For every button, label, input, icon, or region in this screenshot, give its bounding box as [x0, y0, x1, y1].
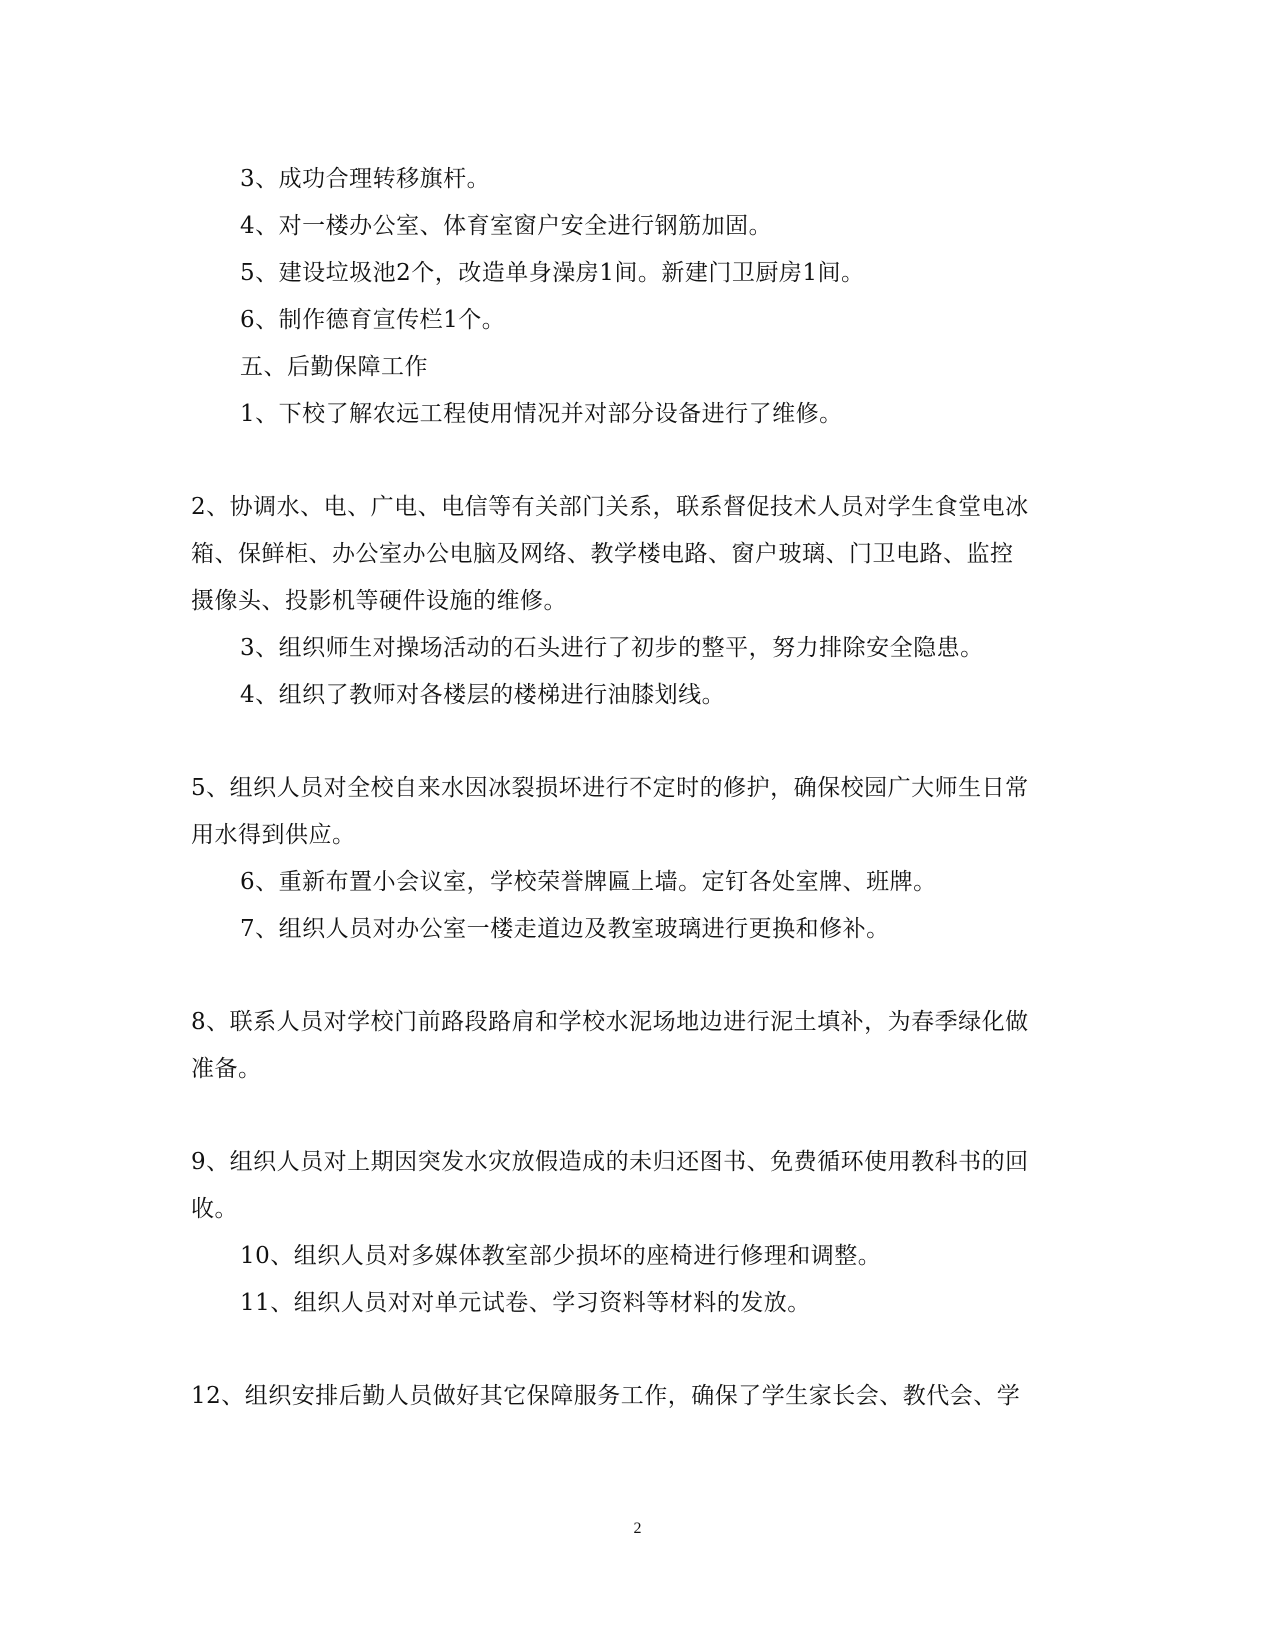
- paragraph-line: 10、组织人员对多媒体教室部少损坏的座椅进行修理和调整。: [240, 1243, 882, 1269]
- paragraph-line: 9、组织人员对上期因突发水灾放假造成的未归还图书、免费循环使用教科书的回: [191, 1149, 1029, 1175]
- paragraph-line: 准备。: [191, 1056, 262, 1082]
- paragraph-line: 1、下校了解农远工程使用情况并对部分设备进行了维修。: [240, 401, 843, 427]
- paragraph-line: 8、联系人员对学校门前路段路肩和学校水泥场地边进行泥土填补，为春季绿化做: [191, 1009, 1029, 1035]
- paragraph-line: 5、建设垃圾池2个，改造单身澡房1间。新建门卫厨房1间。: [240, 260, 865, 286]
- paragraph-line: 12、组织安排后勤人员做好其它保障服务工作，确保了学生家长会、教代会、学: [191, 1383, 1021, 1409]
- paragraph-line: 2、协调水、电、广电、电信等有关部门关系，联系督促技术人员对学生食堂电冰: [191, 494, 1029, 520]
- paragraph-line: 收。: [191, 1196, 238, 1222]
- paragraph-line: 7、组织人员对办公室一楼走道边及教室玻璃进行更换和修补。: [240, 916, 890, 942]
- section-heading: 五、后勤保障工作: [240, 354, 428, 380]
- paragraph-line: 5、组织人员对全校自来水因冰裂损坏进行不定时的修护，确保校园广大师生日常: [191, 775, 1029, 801]
- paragraph-line: 6、重新布置小会议室，学校荣誉牌匾上墙。定钉各处室牌、班牌。: [240, 869, 937, 895]
- paragraph-line: 11、组织人员对对单元试卷、学习资料等材料的发放。: [240, 1290, 811, 1316]
- paragraph-line: 4、对一楼办公室、体育室窗户安全进行钢筋加固。: [240, 213, 773, 239]
- paragraph-line: 3、成功合理转移旗杆。: [240, 166, 491, 192]
- paragraph-line: 摄像头、投影机等硬件设施的维修。: [191, 588, 567, 614]
- paragraph-line: 3、组织师生对操场活动的石头进行了初步的整平，努力排除安全隐患。: [240, 635, 984, 661]
- paragraph-line: 用水得到供应。: [191, 822, 356, 848]
- page-number: 2: [633, 1520, 642, 1537]
- paragraph-line: 箱、保鲜柜、办公室办公电脑及网络、教学楼电路、窗户玻璃、门卫电路、监控: [191, 541, 1014, 567]
- paragraph-line: 4、组织了教师对各楼层的楼梯进行油膝划线。: [240, 682, 726, 708]
- paragraph-line: 6、制作德育宣传栏1个。: [240, 307, 506, 333]
